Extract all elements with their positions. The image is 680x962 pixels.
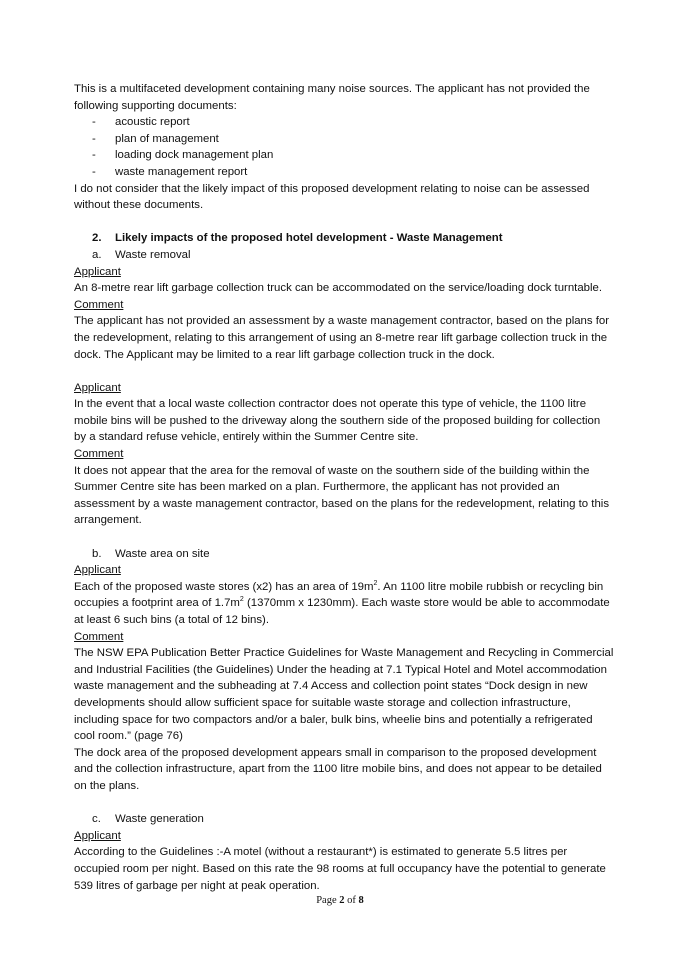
section-heading <box>74 230 614 247</box>
intro-conclusion: I do not consider that the likely impact of this proposed development relating to noise can be assessed without these documents. <box>74 182 590 212</box>
comment-text: It does not appear that the area for the removal of waste on the southern side of the building within the Summer Centre site has been marked on a plan. Furthermore, the applicant has not provided an assessment by a waste management contractor, based on the plans for the redevelopment, relating to this arrangement. <box>74 464 610 527</box>
page-content <box>74 81 614 894</box>
applicant-text: According to the Guidelines :-A motel (without a restaurant*) is estimated to generate 5.5 litres per occupied room per night. Based on this rate the 98 rooms at full occupancy have the potential to generate 539 litres of garbage per night at peak operation. <box>74 846 606 892</box>
section-number: 2. <box>92 232 102 245</box>
list-item: - waste management report <box>74 164 614 181</box>
section-title: Likely impacts of the proposed hotel development - Waste Management <box>115 232 503 245</box>
applicant-label: Applicant <box>74 564 121 577</box>
page-total: 8 <box>358 895 364 906</box>
dash-bullet: - <box>92 165 96 178</box>
list-item: - acoustic report <box>74 114 614 131</box>
dash-bullet: - <box>92 116 96 129</box>
intro-paragraph: This is a multifaceted development containing many noise sources. The applicant has not provided the following supporting documents: <box>74 83 590 112</box>
comment-text: The applicant has not provided an assessment by a waste management contractor, based on the plans for the redevelopment, relating to this arrangement of using an 8-metre rear lift garbage collection truck in the dock. The Applicant may be limited to a rear lift garbage collection truck in the dock. <box>74 315 610 361</box>
applicant-label: Applicant <box>74 829 121 842</box>
subsection-heading-a: a. Waste removal <box>92 248 191 261</box>
dash-bullet: - <box>92 149 96 162</box>
comment-label: Comment <box>74 298 124 311</box>
comment-text: The dock area of the proposed development appears small in comparison to the proposed development and the collection infrastructure, apart from the 1100 litre mobile bins, and does not appear to be detailed on the plans. <box>74 746 602 792</box>
subsection-heading-c: c. Waste generation <box>92 813 204 826</box>
applicant-label: Applicant <box>74 265 121 278</box>
page-footer: Page 2 of 8 <box>316 895 364 906</box>
dash-bullet: - <box>92 132 96 145</box>
list-item: - loading dock management plan <box>74 147 614 164</box>
comment-label: Comment <box>74 448 124 461</box>
applicant-text: In the event that a local waste collection contractor does not operate this type of vehicle, the 1100 litre mobile bins will be pushed to the driveway along the southern side of the proposed building for collection by a standard refuse vehicle, entirely within the Summer Centre site. <box>74 398 601 444</box>
comment-text: The NSW EPA Publication Better Practice Guidelines for Waste Management and Recycling in Commercial and Industrial Facilities (the Guidelines) Under the heading at 7.1 Typical Hotel and Motel accommodation waste management and the subheading at 7.4 Access and collection point states “Dock design in new developments should allow sufficient space for suitable waste storage and collection infrastructure, including space for two compactors and/or a baler, bulk bins, wheelie bins and potentially a refrigerated cool room.” (page 76) <box>74 647 614 743</box>
comment-label: Comment <box>74 630 124 643</box>
subsection-heading-b: b. Waste area on site <box>92 547 210 560</box>
applicant-text: An 8-metre rear lift garbage collection truck can be accommodated on the service/loading dock turntable. <box>74 282 603 295</box>
missing-documents-list <box>74 114 614 180</box>
list-item: - plan of management <box>74 131 614 148</box>
applicant-label: Applicant <box>74 381 121 394</box>
page-number: 2 <box>339 895 345 906</box>
applicant-text: Each of the proposed waste stores (x2) has an area of $19m^2$. An 1100 litre mobile rubbish or recycling bin occupies a footprint area of $1.7m^2$ (1370mm x 1230mm). Each waste store would be able to accommodate at least 6 such bins (a total of 12 bins). <box>74 580 610 626</box>
